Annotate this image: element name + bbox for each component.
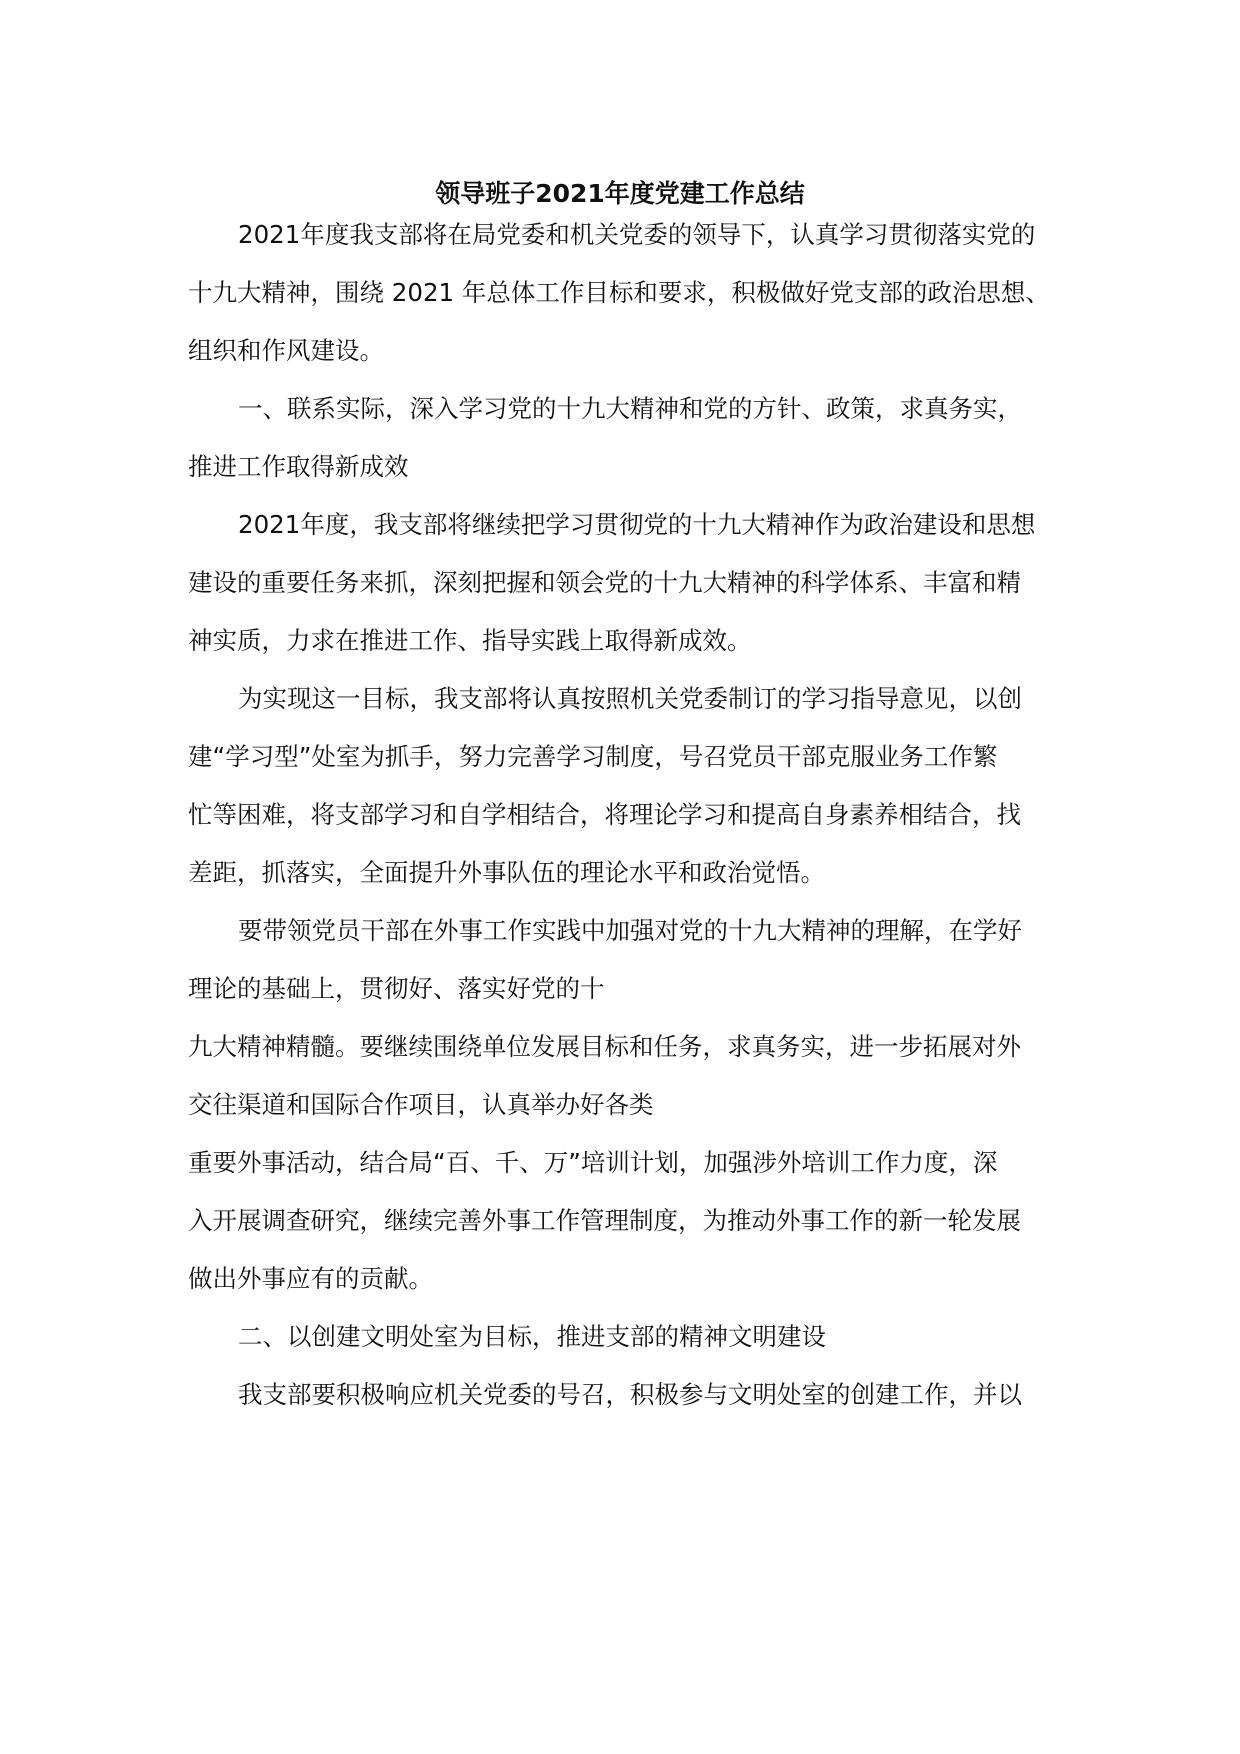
paragraph-4-line-4: 交往渠道和国际合作项目，认真举办好各类 xyxy=(188,1090,654,1119)
section-2-heading: 二、以创建文明处室为目标，推进支部的精神文明建设 xyxy=(238,1322,826,1351)
paragraph-2-line-3: 神实质，力求在推进工作、指导实践上取得新成效。 xyxy=(188,626,752,655)
paragraph-2-line-1: 2021年度，我支部将继续把学习贯彻党的十九大精神作为政治建设和思想 xyxy=(238,510,1036,539)
paragraph-3-line-3: 忙等困难，将支部学习和自学相结合，将理论学习和提高自身素养相结合，找 xyxy=(188,800,1021,829)
section-1-heading-line-1: 一、联系实际，深入学习党的十九大精神和党的方针、政策，求真务实， xyxy=(238,394,1022,423)
paragraph-2-line-2: 建设的重要任务来抓，深刻把握和领会党的十九大精神的科学体系、丰富和精 xyxy=(188,568,1021,597)
paragraph-4-line-3: 九大精神精髓。要继续围绕单位发展目标和任务，求真务实，进一步拓展对外 xyxy=(188,1032,1021,1061)
paragraph-4-line-6: 入开展调查研究，继续完善外事工作管理制度，为推动外事工作的新一轮发展 xyxy=(188,1206,1021,1235)
paragraph-4-line-1: 要带领党员干部在外事工作实践中加强对党的十九大精神的理解，在学好 xyxy=(238,916,1022,945)
paragraph-1-line-1: 2021年度我支部将在局党委和机关党委的领导下，认真学习贯彻落实党的 xyxy=(238,220,1036,249)
paragraph-4-line-7: 做出外事应有的贡献。 xyxy=(188,1264,433,1293)
paragraph-1-line-3: 组织和作风建设。 xyxy=(188,336,384,365)
section-1-heading-line-2: 推进工作取得新成效 xyxy=(188,452,409,481)
paragraph-4-line-5: 重要外事活动，结合局“百、千、万”培训计划，加强涉外培训工作力度，深 xyxy=(188,1148,998,1177)
paragraph-3-line-2: 建“学习型”处室为抓手，努力完善学习制度，号召党员干部克服业务工作繁 xyxy=(188,742,998,771)
paragraph-4-line-2: 理论的基础上，贯彻好、落实好党的十 xyxy=(188,974,605,1003)
paragraph-3-line-1: 为实现这一目标，我支部将认真按照机关党委制订的学习指导意见，以创 xyxy=(238,684,1022,713)
paragraph-3-line-4: 差距，抓落实，全面提升外事队伍的理论水平和政治觉悟。 xyxy=(188,858,825,887)
paragraph-5-line-1: 我支部要积极响应机关党委的号召，积极参与文明处室的创建工作，并以 xyxy=(238,1380,1022,1409)
document-title: 领导班子2021年度党建工作总结 xyxy=(435,179,805,208)
paragraph-1-line-2: 十九大精神，围绕 2021 年总体工作目标和要求，积极做好党支部的政治思想、 xyxy=(188,278,1050,307)
